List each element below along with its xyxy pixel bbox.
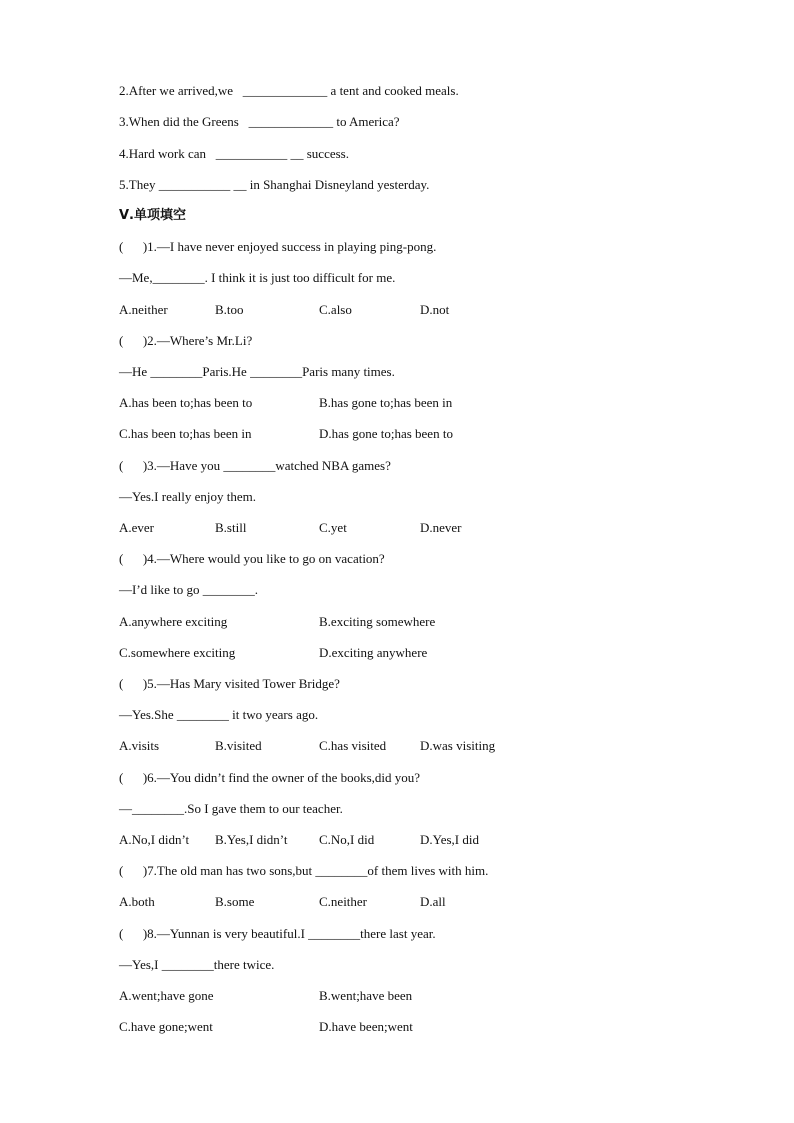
question-1-reply: —Me,________. I think it is just too difficult for me.: [119, 270, 396, 285]
question-1-stem: ( )1.—I have never enjoyed success in playing ping-pong.: [119, 239, 437, 254]
question-1-option-d: D.not: [420, 302, 450, 317]
question-1-option-c: C.also: [319, 302, 352, 317]
question-1-option-a: A.neither: [119, 302, 168, 317]
question-3-option-a: A.ever: [119, 520, 155, 535]
question-2-stem: ( )2.—Where’s Mr.Li?: [119, 333, 253, 348]
question-8-reply: —Yes,I ________there twice.: [119, 957, 275, 972]
question-2-option-c: C.has been to;has been in: [119, 426, 252, 441]
question-4-stem: ( )4.—Where would you like to go on vacation?: [119, 551, 385, 566]
question-6-option-b: B.Yes,I didn’t: [215, 832, 288, 847]
question-2-option-d: D.has gone to;has been to: [319, 426, 453, 441]
question-2-reply: —He ________Paris.He ________Paris many times.: [119, 364, 395, 379]
question-7-option-b: B.some: [215, 894, 255, 909]
question-4-option-c: C.somewhere exciting: [119, 645, 236, 660]
question-8-option-b: B.went;have been: [319, 988, 413, 1003]
question-5-option-d: D.was visiting: [420, 738, 496, 753]
question-7-option-a: A.both: [119, 894, 155, 909]
question-6-option-a: A.No,I didn’t: [119, 832, 190, 847]
question-3-option-d: D.never: [420, 520, 462, 535]
question-3-option-c: C.yet: [319, 520, 347, 535]
question-4-option-b: B.exciting somewhere: [319, 614, 436, 629]
question-3-stem: ( )3.—Have you ________watched NBA games?: [119, 458, 391, 473]
question-8-stem: ( )8.—Yunnan is very beautiful.I ________there last year.: [119, 926, 436, 941]
question-8-option-a: A.went;have gone: [119, 988, 214, 1003]
question-5-stem: ( )5.—Has Mary visited Tower Bridge?: [119, 676, 340, 691]
question-1-option-b: B.too: [215, 302, 244, 317]
question-7-option-c: C.neither: [319, 894, 368, 909]
question-7-option-d: D.all: [420, 894, 446, 909]
fill-blank-item-2: 2.After we arrived,we _____________ a tent and cooked meals.: [119, 83, 459, 98]
question-5-option-b: B.visited: [215, 738, 262, 753]
question-5-option-a: A.visits: [119, 738, 160, 753]
question-5-option-c: C.has visited: [319, 738, 387, 753]
question-4-reply: —I’d like to go ________.: [119, 582, 259, 597]
question-6-stem: ( )6.—You didn’t find the owner of the books,did you?: [119, 770, 421, 785]
question-6-reply: —________.So I gave them to our teacher.: [119, 801, 343, 816]
question-2-option-b: B.has gone to;has been in: [319, 395, 453, 410]
question-8-option-c: C.have gone;went: [119, 1019, 213, 1034]
fill-blank-item-5: 5.They ___________ __ in Shanghai Disneyland yesterday.: [119, 177, 430, 192]
question-6-option-c: C.No,I did: [319, 832, 375, 847]
question-5-reply: —Yes.She ________ it two years ago.: [119, 707, 319, 722]
question-3-option-b: B.still: [215, 520, 247, 535]
question-3-reply: —Yes.I really enjoy them.: [119, 489, 256, 504]
question-2-option-a: A.has been to;has been to: [119, 395, 253, 410]
fill-blank-item-4: 4.Hard work can ___________ __ success.: [119, 146, 349, 161]
fill-blank-item-3: 3.When did the Greens _____________ to America?: [119, 114, 400, 129]
question-8-option-d: D.have been;went: [319, 1019, 413, 1034]
question-4-option-a: A.anywhere exciting: [119, 614, 228, 629]
question-4-option-d: D.exciting anywhere: [319, 645, 428, 660]
question-6-option-d: D.Yes,I did: [420, 832, 479, 847]
question-7-stem: ( )7.The old man has two sons,but ________of them lives with him.: [119, 863, 489, 878]
section-heading: Ⅴ.单项填空: [119, 208, 186, 223]
